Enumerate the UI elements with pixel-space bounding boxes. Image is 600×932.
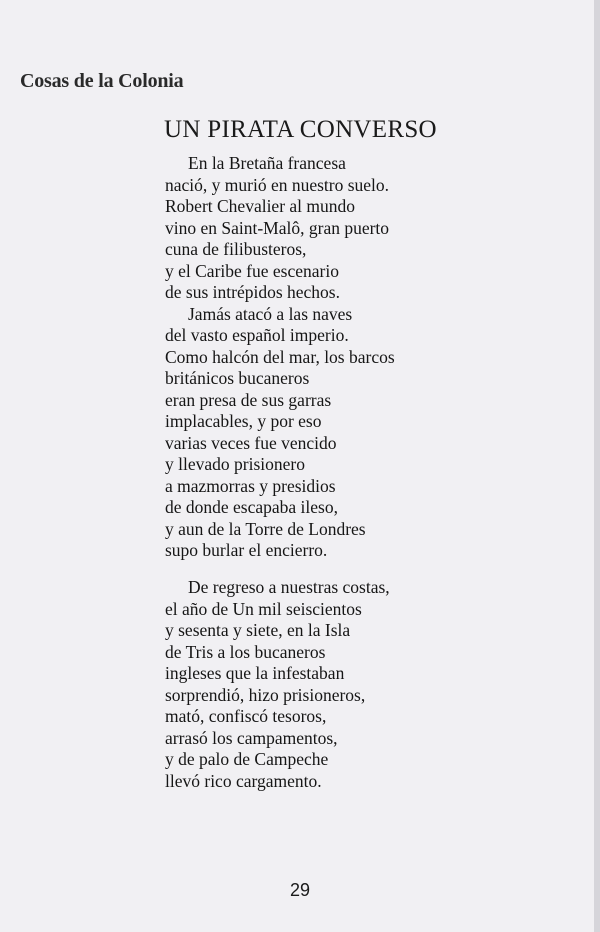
poem-line: arrasó los campamentos, [165,727,338,748]
poem-line: británicos bucaneros [165,368,310,388]
poem-line: a mazmorras y presidios [165,475,336,496]
poem-line: supo burlar el encierro. [165,540,328,560]
poem-line: sorprendió, hizo prisioneros, [165,684,366,705]
page-number: 29 [289,880,311,900]
poem-line: y llevado prisionero [165,454,305,474]
poem-line: vino en Saint-Malô, gran puerto [165,217,390,238]
poem-line: y de palo de Campeche [165,749,329,769]
poem-title: UN PIRATA CONVERSO [164,116,437,143]
running-head: Cosas de la Colonia [20,70,184,92]
poem-line: En la Bretaña francesa [188,153,346,173]
poem-line: de Tris a los bucaneros [165,641,326,662]
poem-line: y el Caribe fue escenario [165,260,339,281]
poem-line: de donde escapaba ileso, [165,497,338,517]
poem-line: implacables, y por eso [165,411,322,431]
poem-line: y aun de la Torre de Londres [165,518,366,539]
stanza-1 [165,153,395,562]
poem-line: y sesenta y siete, en la Isla [165,620,351,640]
poem-line: Jamás atacó a las naves [188,303,353,324]
poem-line: llevó rico cargamento. [165,770,322,791]
poem-line: nació, y murió en nuestro suelo. [165,174,390,195]
page-edge [594,0,600,932]
poem-line: el año de Un mil seiscientos [165,598,362,619]
poem-line: Como halcón del mar, los barcos [165,346,395,367]
poem-line: cuna de filibusteros, [165,239,307,259]
poem-line: eran presa de sus garras [165,389,332,410]
stanza-2 [165,577,390,792]
poem-line: de sus intrépidos hechos. [165,282,340,302]
poem-line: ingleses que la infestaban [165,663,345,683]
poem-line: mató, confiscó tesoros, [165,706,327,726]
poem-line: del vasto español imperio. [165,325,349,345]
poem-line: De regreso a nuestras costas, [188,577,390,597]
poem-line: varias veces fue vencido [165,432,337,453]
poem-line: Robert Chevalier al mundo [165,196,356,216]
